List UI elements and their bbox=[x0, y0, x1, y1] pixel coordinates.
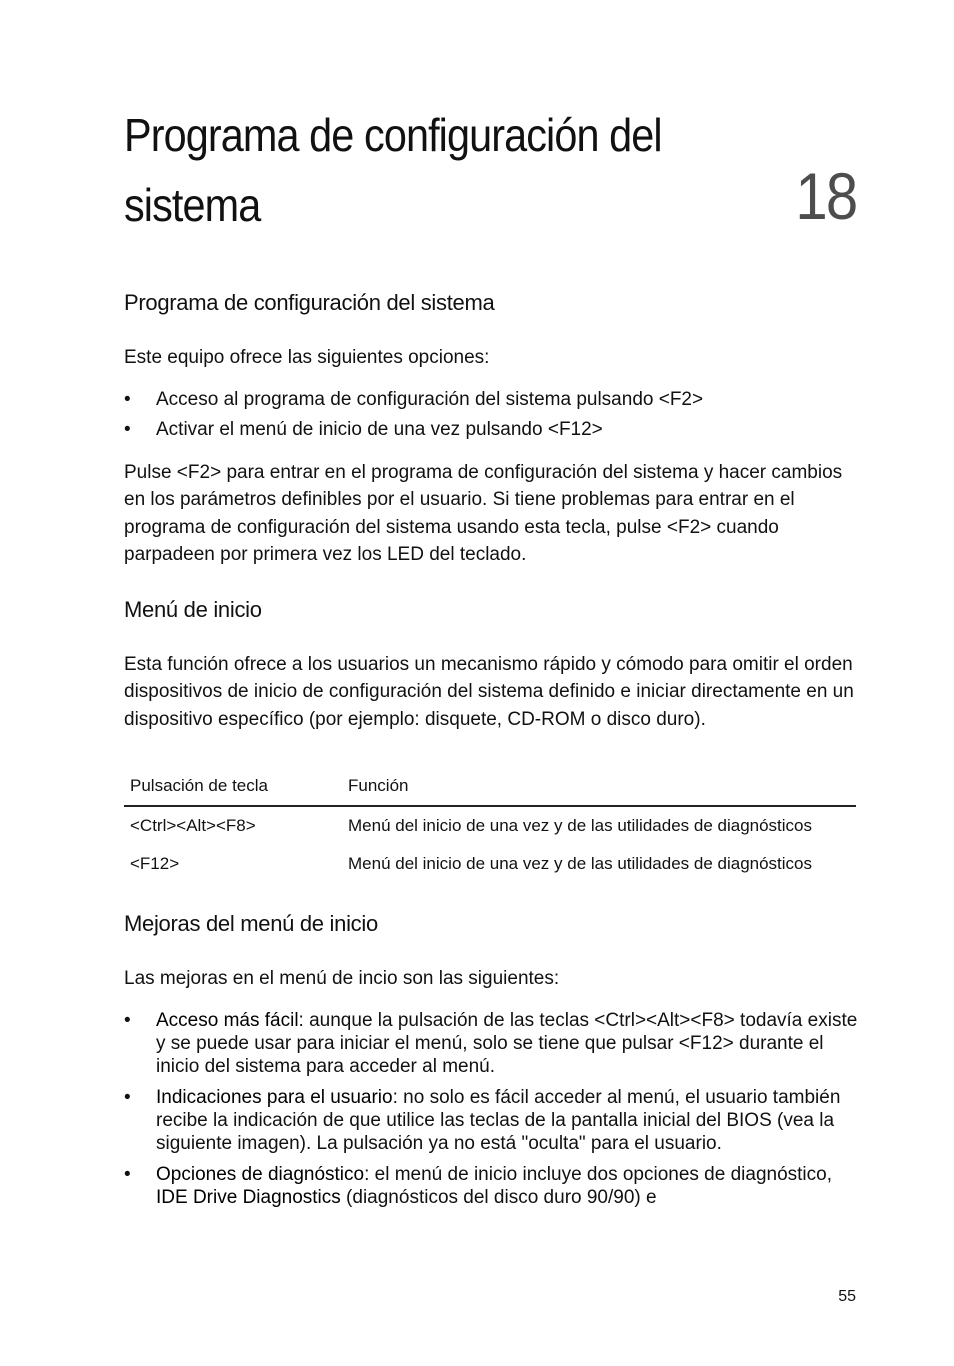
column-header-function: Función bbox=[342, 773, 856, 806]
page-number: 55 bbox=[838, 1288, 856, 1305]
document-page bbox=[124, 0, 856, 1366]
section-setup-intro: Este equipo ofrece las siguientes opciones: bbox=[124, 347, 490, 368]
list-item bbox=[124, 385, 864, 415]
list-item bbox=[124, 1086, 864, 1155]
section-heading-boot-menu: Menú de inicio bbox=[124, 597, 262, 622]
table-cell-function: Menú del inicio de una vez y de las utilidades de diagnósticos bbox=[348, 854, 813, 873]
section-boot-menu-paragraph: Esta función ofrece a los usuarios un mecanismo rápido y cómodo para omitir el orden dispositivos de inicio de configuración del sistema definido e iniciar directamente en un dispositivo específico (por ejemplo: disquete, CD-ROM o disco duro). bbox=[124, 654, 854, 730]
bullet-dot: • bbox=[124, 1087, 131, 1108]
section-heading-boot-menu-enhancements: Mejoras del menú de inicio bbox=[124, 911, 378, 936]
list-item-term: Acceso más fácil bbox=[156, 1010, 299, 1031]
table-cell-key: <F12> bbox=[130, 854, 180, 873]
column-header-key: Pulsación de tecla bbox=[124, 773, 342, 806]
section-enhancements-bullets bbox=[124, 1009, 864, 1217]
table-header-row bbox=[124, 773, 856, 806]
list-item-text: Activar el menú de inicio de una vez pulsando <F12> bbox=[156, 419, 603, 440]
section-setup-paragraph: Pulse <F2> para entrar en el programa de configuración del sistema y hacer cambios en los parámetros definibles por el usuario. Si tiene problemas para entrar en el programa de configuración del sistema usando esta tecla, pulse <F2> cuando parpadeen por primera vez los LED del teclado. bbox=[124, 462, 843, 565]
section-enhancements-intro: Las mejoras en el menú de incio son las siguientes: bbox=[124, 968, 560, 989]
table-row bbox=[124, 845, 856, 883]
list-item-term-secondary: IDE Drive Diagnostics bbox=[156, 1187, 341, 1208]
list-item-term: Opciones de diagnóstico bbox=[156, 1164, 365, 1185]
list-item-text: : no solo es fácil acceder al menú, el usuario también recibe la indicación de que utilice las teclas de la pantalla inicial del BIOS (vea la siguiente imagen). La pulsación ya no está "oculta" para el usuario. bbox=[156, 1087, 841, 1154]
table-cell-key: <Ctrl><Alt><F8> bbox=[130, 816, 256, 835]
chapter-number: 18 bbox=[794, 159, 856, 233]
bullet-dot: • bbox=[124, 1164, 131, 1185]
list-item bbox=[124, 415, 864, 445]
bullet-dot: • bbox=[124, 419, 131, 440]
list-item bbox=[124, 1163, 864, 1209]
chapter-title: Programa de configuración del sistema bbox=[124, 109, 662, 231]
list-item-text: : el menú de inicio incluye dos opciones de diagnóstico, bbox=[364, 1164, 832, 1185]
bullet-dot: • bbox=[124, 389, 131, 410]
list-item-text: Acceso al programa de configuración del sistema pulsando <F2> bbox=[156, 389, 704, 410]
bullet-dot: • bbox=[124, 1010, 131, 1031]
list-item-term: Indicaciones para el usuario bbox=[156, 1087, 393, 1108]
list-item-text-secondary: (diagnósticos del disco duro 90/90) e bbox=[340, 1187, 657, 1208]
key-function-table bbox=[124, 773, 856, 883]
section-setup-bullets bbox=[124, 385, 864, 445]
list-item-text: : aunque la pulsación de las teclas <Ctrl><Alt><F8> todavía existe y se puede usar para iniciar el menú, solo se tiene que pulsar <F12> durante el inicio del sistema para acceder al menú. bbox=[156, 1010, 858, 1077]
table-cell-function: Menú del inicio de una vez y de las utilidades de diagnósticos bbox=[348, 816, 813, 835]
table-row bbox=[124, 806, 856, 845]
section-heading-setup: Programa de configuración del sistema bbox=[124, 290, 495, 315]
list-item bbox=[124, 1009, 864, 1078]
